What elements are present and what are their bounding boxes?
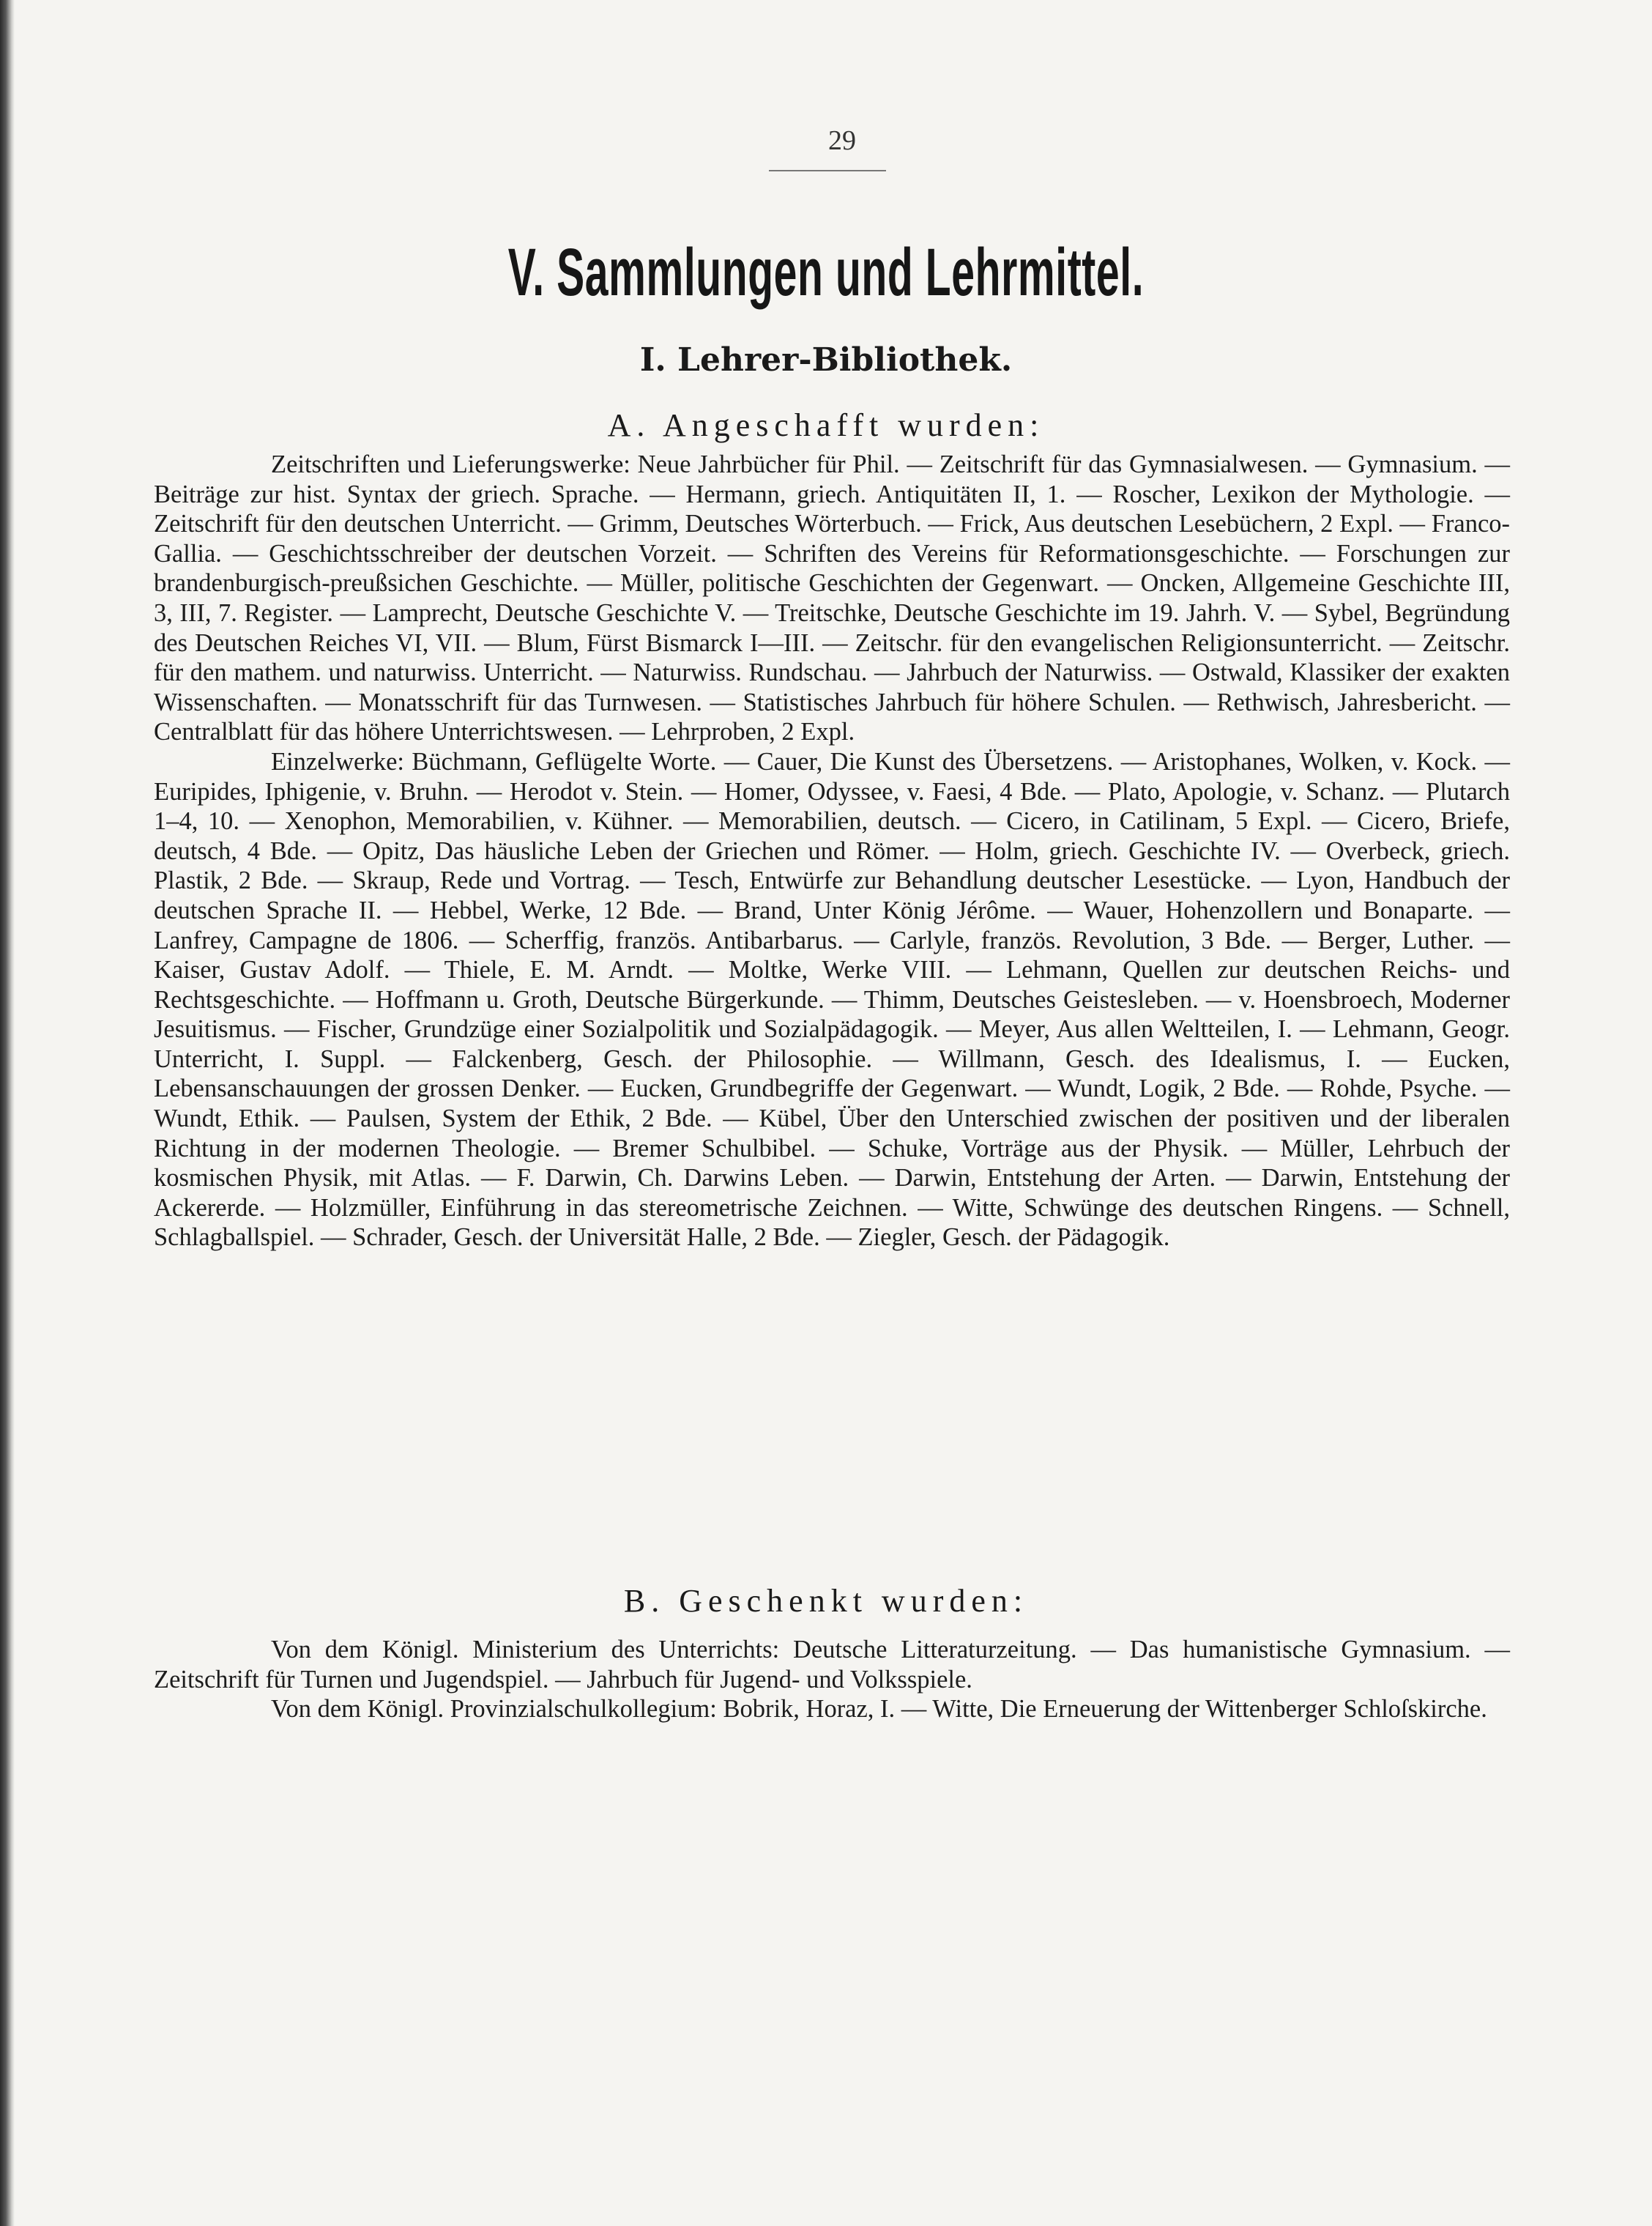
section-title: I. Lehrer-Bibliothek. bbox=[639, 341, 1013, 379]
subsection-b-heading: B. Geschenkt wurden: bbox=[623, 1583, 1029, 1619]
subsection-b-body bbox=[154, 1635, 1510, 1724]
page-number-rule bbox=[769, 170, 886, 171]
subsection-a-heading: A. Angeschafft wurden: bbox=[607, 407, 1045, 443]
page-binding-edge bbox=[0, 0, 15, 2226]
page-number: 29 bbox=[828, 125, 856, 156]
paragraph-ministry-gifts: Von dem Königl. Ministerium des Unterrichts: Deutsche Litteraturzeitung. — Das humanistische Gymnasium. — Zeitschrift für Turnen und Jugendspiel. — Jahrbuch für Jugend- und Volksspiele. bbox=[154, 1636, 1510, 1693]
paragraph-periodicals: Zeitschriften und Lieferungswerke: Neue Jahrbücher für Phil. — Zeitschrift für das Gymnasialwesen. — Gymnasium. — Beiträge zur hist. Syntax der griech. Sprache. — Hermann, griech. Antiquitäten II, 1. — Roscher, Lexikon der Mythologie. — Zeitschrift für den deutschen Unterricht. — Grimm, Deutsches Wörterbuch. — Frick, Aus deutschen Lesebüchern, 2 Expl. — Franco-Gallia. — Geschichtsschreiber der deutschen Vorzeit. — Schriften des Vereins für Reformationsgeschichte. — Forschungen zur brandenburgisch-preußsichen Geschichte. — Müller, politische Geschichten der Gegenwart. — Oncken, Allgemeine Geschichte III, 3, III, 7. Register. — Lamprecht, Deutsche Geschichte V. — Treitschke, Deutsche Geschichte im 19. Jahrh. V. — Sybel, Begründung des Deutschen Reiches VI, VII. — Blum, Fürst Bismarck I—III. — Zeitschr. für den evangelischen Religionsunterricht. — Zeitschr. für den mathem. und naturwiss. Unterricht. — Naturwiss. Rundschau. — Jahrbuch der Naturwiss. — Ostwald, Klassiker der exakten Wissenschaften. — Monatsschrift für das Turnwesen. — Statistisches Jahrbuch für höhere Schulen. — Rethwisch, Jahresbericht. — Centralblatt für das höhere Unterrichtswesen. — Lehrproben, 2 Expl. bbox=[154, 450, 1510, 746]
paragraph-single-works: Einzelwerke: Büchmann, Geflügelte Worte. — Cauer, Die Kunst des Übersetzens. — Aristophanes, Wolken, v. Kock. — Euripides, Iphigenie, v. Bruhn. — Herodot v. Stein. — Homer, Odyssee, v. Faesi, 4 Bde. — Plato, Apologie, v. Schanz. — Plutarch 1–4, 10. — Xenophon, Memorabilien, v. Kühner. — Memorabilien, deutsch. — Cicero, in Catilinam, 5 Expl. — Cicero, Briefe, deutsch, 4 Bde. — Opitz, Das häusliche Leben der Griechen und Römer. — Holm, griech. Geschichte IV. — Overbeck, griech. Plastik, 2 Bde. — Skraup, Rede und Vortrag. — Tesch, Entwürfe zur Behandlung deutscher Lesestücke. — Lyon, Handbuch der deutschen Sprache II. — Hebbel, Werke, 12 Bde. — Brand, Unter König Jérôme. — Wauer, Hohenzollern und Bonaparte. — Lanfrey, Campagne de 1806. — Scherffig, französ. Antibarbarus. — Carlyle, französ. Revolution, 3 Bde. — Berger, Luther. — Kaiser, Gustav Adolf. — Thiele, E. M. Arndt. — Moltke, Werke VIII. — Lehmann, Quellen zur deutschen Reichs- und Rechtsgeschichte. — Hoffmann u. Groth, Deutsche Bürgerkunde. — Thimm, Deutsches Geistesleben. — v. Hoensbroech, Moderner Jesuitismus. — Fischer, Grundzüge einer Sozialpolitik und Sozialpädagogik. — Meyer, Aus allen Weltteilen, I. — Lehmann, Geogr. Unterricht, I. Suppl. — Falckenberg, Gesch. der Philosophie. — Willmann, Gesch. des Idealismus, I. — Eucken, Lebensanschauungen der grossen Denker. — Eucken, Grundbegriffe der Gegenwart. — Wundt, Logik, 2 Bde. — Rohde, Psyche. — Wundt, Ethik. — Paulsen, System der Ethik, 2 Bde. — Kübel, Über den Unterschied zwischen der positiven und der liberalen Richtung in der modernen Theologie. — Bremer Schulbibel. — Schuke, Vorträge aus der Physik. — Müller, Lehrbuch der kosmischen Physik, mit Atlas. — F. Darwin, Ch. Darwins Leben. — Darwin, Entstehung der Arten. — Darwin, Entstehung der Ackererde. — Holzmüller, Einführung in das stereometrische Zeichnen. — Witte, Schwünge des deutschen Ringens. — Schnell, Schlagballspiel. — Schrader, Gesch. der Universität Halle, 2 Bde. — Ziegler, Gesch. der Pädagogik. bbox=[154, 747, 1510, 1252]
chapter-title: V. Sammlungen und Lehrmittel. bbox=[507, 235, 1145, 310]
paragraph-provincial-gifts: Von dem Königl. Provinzialschulkollegium: Bobrik, Horaz, I. — Witte, Die Erneuerung der Wittenberger Schloſskirche. bbox=[271, 1695, 1487, 1724]
subsection-a-body bbox=[154, 450, 1510, 1253]
